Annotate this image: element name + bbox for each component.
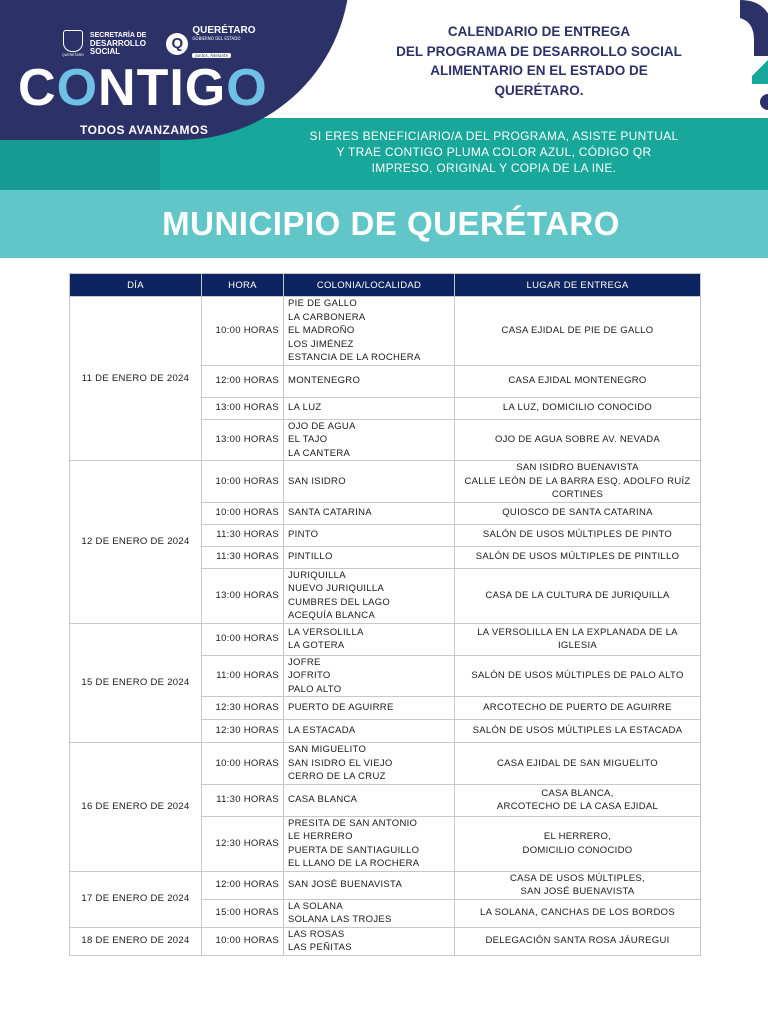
cell-hora: 12:00 HORAS (202, 365, 284, 397)
column-header-lugar: LUGAR DE ENTREGA (455, 274, 701, 297)
colonia-name: CUMBRES DEL LAGO (288, 596, 391, 608)
cell-hora: 10:00 HORAS (202, 743, 284, 785)
cell-hora: 10:00 HORAS (202, 461, 284, 503)
colonia-name: OJO DE AGUA (288, 420, 356, 432)
cell-lugar (455, 397, 701, 419)
colonia-name: JURIQUILLA (288, 569, 346, 581)
table-row (70, 623, 701, 655)
page-header (0, 0, 768, 190)
schedule-body (70, 297, 701, 956)
cell-lugar (455, 899, 701, 927)
cell-colonia (284, 816, 455, 871)
seal-label: QUERÉTARO (62, 53, 84, 57)
cell-dia: 11 DE ENERO DE 2024 (70, 297, 202, 461)
document-title: CALENDARIO DE ENTREGA DEL PROGRAMA DE DESARROLLO SOCIAL ALIMENTARIO EN EL ESTADO DE QUERÉTARO. (396, 24, 682, 98)
colonia-name: SAN JOSÉ BUENAVISTA (288, 879, 403, 891)
cell-dia: 12 DE ENERO DE 2024 (70, 461, 202, 624)
cell-lugar (455, 365, 701, 397)
colonia-name: JOFRE (288, 656, 321, 668)
lugar-line: CASA DE USOS MÚLTIPLES, (509, 872, 645, 884)
lugar-line: QUIOSCO DE SANTA CATARINA (502, 507, 653, 519)
cell-colonia (284, 397, 455, 419)
cell-lugar (455, 871, 701, 899)
lugar-line: CASA EJIDAL DE PIE DE GALLO (501, 325, 654, 336)
cell-hora: 10:00 HORAS (202, 502, 284, 524)
logo-row (62, 26, 255, 61)
cell-hora: 12:30 HORAS (202, 816, 284, 871)
cell-colonia (284, 655, 455, 697)
cell-hora: 15:00 HORAS (202, 899, 284, 927)
cell-hora: 11:00 HORAS (202, 655, 284, 697)
decorative-shapes (728, 0, 768, 190)
cell-hora: 12:30 HORAS (202, 697, 284, 720)
lugar-line: CORTINES (551, 489, 604, 500)
colonia-name: PALO ALTO (288, 683, 342, 695)
colonia-name: LA VERSOLILLA (288, 626, 364, 638)
cell-dia: 16 DE ENERO DE 2024 (70, 743, 202, 872)
table-row (70, 297, 701, 366)
cell-lugar (455, 419, 701, 461)
lugar-line: CASA BLANCA, (541, 787, 614, 799)
cell-lugar (455, 816, 701, 871)
colonia-name: LOS JIMÉNEZ (288, 338, 354, 350)
colonia-name: SAN MIGUELITO (288, 744, 367, 755)
lugar-line: LA VERSOLILLA EN LA EXPLANADA DE LA (477, 626, 678, 638)
cell-lugar (455, 297, 701, 366)
lugar-line: SALÓN DE USOS MÚLTIPLES LA ESTACADA (472, 725, 683, 737)
brand-slogan: TODOS AVANZAMOS (80, 123, 209, 137)
lugar-line: CALLE LEÓN DE LA BARRA ESQ. ADOLFO RUÍZ (464, 475, 691, 487)
colonia-name: EL MADROÑO (288, 325, 355, 336)
cell-lugar (455, 623, 701, 655)
lugar-line: EL HERRERO, (543, 831, 612, 842)
cell-colonia (284, 784, 455, 816)
cell-lugar (455, 568, 701, 623)
colonia-name: ESTANCIA DE LA ROCHERA (288, 352, 421, 363)
cell-colonia (284, 502, 455, 524)
cell-colonia (284, 297, 455, 366)
lugar-line: CASA DE LA CULTURA DE JURIQUILLA (485, 589, 670, 601)
cell-colonia (284, 419, 455, 461)
lugar-line: ARCOTECHO DE LA CASA EJIDAL (496, 801, 659, 812)
cell-lugar (455, 502, 701, 524)
cell-hora: 10:00 HORAS (202, 623, 284, 655)
cell-hora: 12:00 HORAS (202, 871, 284, 899)
colonia-name: LA CARBONERA (288, 311, 366, 323)
brand-logo (18, 58, 268, 118)
colonia-name: EL TAJO (288, 434, 328, 445)
beneficiary-notice: SI ERES BENEFICIARIO/A DEL PROGRAMA, ASISTE PUNTUAL Y TRAE CONTIGO PLUMA COLOR AZUL, CÓDIGO QR IMPRESO, ORIGINAL Y COPIA DE LA INE. (309, 129, 679, 175)
colonia-name: PINTILLO (288, 551, 333, 563)
brand-text: CONTIGO (18, 59, 268, 117)
queretaro-q-icon: Q (166, 33, 188, 55)
colonia-name: PINTO (288, 529, 319, 541)
colonia-name: EL LLANO DE LA ROCHERA (288, 858, 420, 869)
teal-band-left (0, 140, 160, 190)
sedesoq-logo (62, 30, 146, 57)
cell-hora: 13:00 HORAS (202, 568, 284, 623)
colonia-name: LAS ROSAS (288, 928, 345, 940)
colonia-name: SAN ISIDRO EL VIEJO (288, 757, 393, 769)
column-header-hora: HORA (202, 274, 284, 297)
cell-lugar (455, 524, 701, 546)
colonia-name: LE HERRERO (288, 831, 353, 842)
cell-hora: 13:00 HORAS (202, 419, 284, 461)
municipio-title: MUNICIPIO DE QUERÉTARO (162, 205, 620, 242)
lugar-line: SALÓN DE USOS MÚLTIPLES DE PINTO (482, 529, 673, 541)
cell-colonia (284, 743, 455, 785)
lugar-line: ARCOTECHO DE PUERTO DE AGUIRRE (483, 702, 672, 714)
cell-hora: 13:00 HORAS (202, 397, 284, 419)
colonia-name: SANTA CATARINA (288, 507, 372, 519)
colonia-name: LA SOLANA (288, 900, 343, 912)
cell-lugar (455, 720, 701, 743)
colonia-name: JOFRITO (288, 670, 331, 681)
cell-lugar (455, 927, 701, 955)
cell-lugar (455, 697, 701, 720)
table-header-row (70, 274, 701, 297)
colonia-name: ACEQUÍA BLANCA (288, 610, 376, 621)
cell-colonia (284, 697, 455, 720)
cell-colonia (284, 546, 455, 568)
table-row (70, 927, 701, 955)
cell-hora: 11:30 HORAS (202, 524, 284, 546)
cell-dia: 15 DE ENERO DE 2024 (70, 623, 202, 743)
cell-hora: 10:00 HORAS (202, 297, 284, 366)
cell-hora: 11:30 HORAS (202, 546, 284, 568)
table-row (70, 871, 701, 899)
cell-lugar (455, 784, 701, 816)
cell-colonia (284, 461, 455, 503)
colonia-name: LA CANTERA (288, 447, 351, 459)
lugar-line: LA LUZ, DOMICILIO CONOCIDO (502, 402, 653, 414)
table-row (70, 743, 701, 785)
queretaro-logo (166, 26, 255, 61)
lugar-line: LA SOLANA, CANCHAS DE LOS BORDOS (480, 907, 675, 919)
cell-hora: 11:30 HORAS (202, 784, 284, 816)
colonia-name: PUERTA DE SANTIAGUILLO (288, 844, 420, 856)
cell-colonia (284, 365, 455, 397)
lugar-line: DELEGACIÓN SANTA ROSA JÁUREGUI (485, 935, 670, 947)
queretaro-sub: GOBIERNO DEL ESTADO (192, 36, 241, 41)
lugar-line: OJO DE AGUA SOBRE AV. NEVADA (494, 434, 661, 445)
cell-colonia (284, 927, 455, 955)
lugar-line: CASA EJIDAL DE SAN MIGUELITO (497, 757, 658, 769)
queretaro-name: QUERÉTARO (192, 25, 256, 36)
colonia-name: SOLANA LAS TROJES (288, 914, 392, 925)
cell-colonia (284, 568, 455, 623)
cell-hora: 10:00 HORAS (202, 927, 284, 955)
colonia-name: PRESITA DE SAN ANTONIO (288, 817, 418, 829)
cell-lugar (455, 655, 701, 697)
column-header-colonia: COLONIA/LOCALIDAD (284, 274, 455, 297)
lugar-line: CASA EJIDAL MONTENEGRO (508, 375, 647, 387)
cell-lugar (455, 461, 701, 503)
lugar-line: IGLESIA (557, 640, 598, 651)
lugar-line: DOMICILIO CONOCIDO (522, 844, 633, 856)
schedule-table (69, 273, 701, 956)
colonia-name: CERRO DE LA CRUZ (288, 771, 386, 782)
lugar-line: SALÓN DE USOS MÚLTIPLES DE PINTILLO (475, 551, 680, 563)
cell-colonia (284, 720, 455, 743)
cell-lugar (455, 743, 701, 785)
secretaria-label: SECRETARÍA DE DESARROLLO SOCIAL (89, 31, 147, 56)
colonia-name: LAS PEÑITAS (288, 942, 352, 953)
table-row (70, 461, 701, 503)
cell-colonia (284, 871, 455, 899)
cell-colonia (284, 899, 455, 927)
lugar-line: SAN ISIDRO BUENAVISTA (516, 462, 639, 473)
cell-colonia (284, 623, 455, 655)
colonia-name: LA LUZ (288, 402, 322, 414)
lugar-line: SAN JOSÉ BUENAVISTA (520, 886, 635, 897)
cell-dia: 17 DE ENERO DE 2024 (70, 871, 202, 927)
seal-icon (62, 30, 84, 57)
colonia-name: NUEVO JURIQUILLA (288, 583, 385, 594)
queretaro-slogan-pill: Juntos, Adelante (192, 53, 231, 58)
colonia-name: LA ESTACADA (288, 725, 356, 737)
colonia-name: LA GOTERA (288, 640, 345, 651)
column-header-dia: DÍA (70, 274, 202, 297)
colonia-name: MONTENEGRO (288, 375, 361, 387)
cell-hora: 12:30 HORAS (202, 720, 284, 743)
colonia-name: SAN ISIDRO (288, 475, 346, 487)
lugar-line: SALÓN DE USOS MÚLTIPLES DE PALO ALTO (471, 670, 684, 681)
colonia-name: PUERTO DE AGUIRRE (288, 702, 394, 714)
cell-dia: 18 DE ENERO DE 2024 (70, 927, 202, 955)
cell-lugar (455, 546, 701, 568)
colonia-name: PIE DE GALLO (288, 298, 358, 309)
colonia-name: CASA BLANCA (288, 794, 358, 806)
cell-colonia (284, 524, 455, 546)
